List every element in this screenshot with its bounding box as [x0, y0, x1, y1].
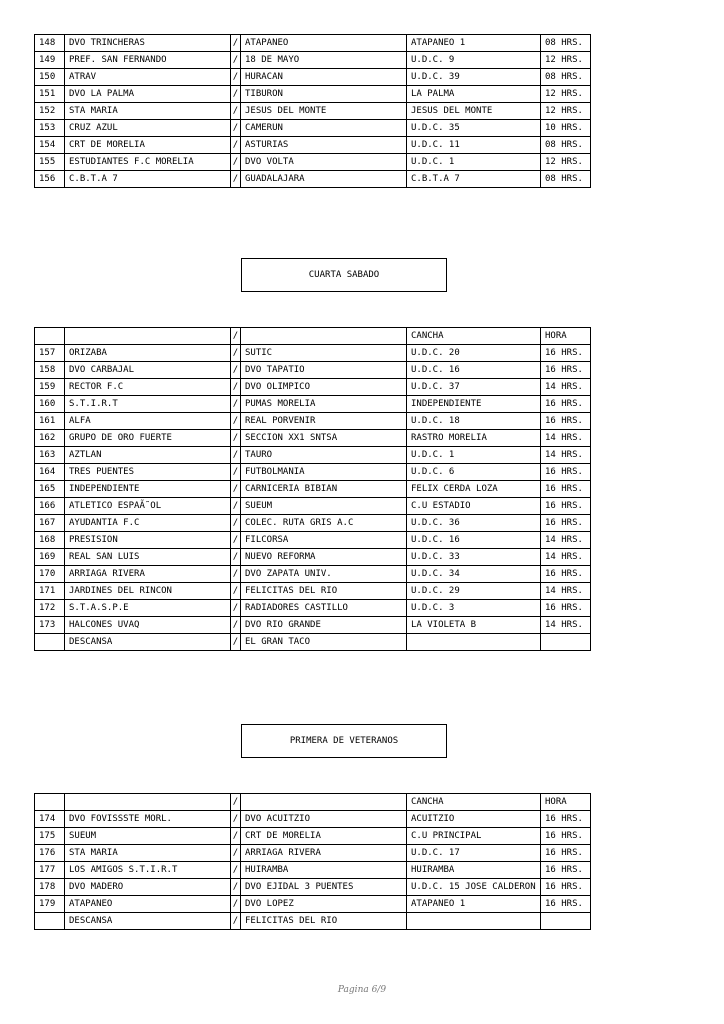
- table-row: [35, 413, 591, 430]
- field-cell: U.D.C. 11: [407, 137, 541, 154]
- match-number-cell: 167: [35, 515, 65, 532]
- table-row: [35, 464, 591, 481]
- table-row: [35, 515, 591, 532]
- match-number-cell: 148: [35, 35, 65, 52]
- field-cell: U.D.C. 18: [407, 413, 541, 430]
- schedule-table-primera-veteranos: [34, 793, 591, 930]
- away-team-cell: FELICITAS DEL RIO: [241, 583, 407, 600]
- away-team-cell: TIBURON: [241, 86, 407, 103]
- field-cell: C.U ESTADIO: [407, 498, 541, 515]
- home-team-cell: C.B.T.A 7: [65, 171, 231, 188]
- away-team-cell: RADIADORES CASTILLO: [241, 600, 407, 617]
- away-team-cell: DVO TAPATIO: [241, 362, 407, 379]
- hour-cell: 16 HRS.: [541, 879, 591, 896]
- match-number-cell: 171: [35, 583, 65, 600]
- hour-cell: 16 HRS.: [541, 845, 591, 862]
- vs-separator-cell: /: [231, 634, 241, 651]
- table-row: [35, 896, 591, 913]
- field-cell: U.D.C. 16: [407, 362, 541, 379]
- away-team-cell: DVO RIO GRANDE: [241, 617, 407, 634]
- away-team-cell: ATAPANEO: [241, 35, 407, 52]
- table-row: [35, 103, 591, 120]
- field-cell: U.D.C. 1: [407, 154, 541, 171]
- home-team-cell: [65, 328, 231, 345]
- match-number-cell: [35, 794, 65, 811]
- vs-separator-cell: /: [231, 498, 241, 515]
- away-team-cell: FILCORSA: [241, 532, 407, 549]
- home-team-cell: DESCANSA: [65, 913, 231, 930]
- home-team-cell: ATLETICO ESPAÃ˜OL: [65, 498, 231, 515]
- vs-separator-cell: /: [231, 879, 241, 896]
- hour-cell: 16 HRS.: [541, 396, 591, 413]
- field-cell: U.D.C. 15 JOSE CALDERON: [407, 879, 541, 896]
- vs-separator-cell: /: [231, 845, 241, 862]
- hour-cell: 08 HRS.: [541, 137, 591, 154]
- match-number-cell: 177: [35, 862, 65, 879]
- hour-cell: 14 HRS.: [541, 379, 591, 396]
- vs-separator-cell: /: [231, 549, 241, 566]
- field-cell: C.B.T.A 7: [407, 171, 541, 188]
- schedule-table-top: [34, 34, 591, 188]
- hour-cell: 16 HRS.: [541, 811, 591, 828]
- match-number-cell: 162: [35, 430, 65, 447]
- hour-cell: 16 HRS.: [541, 481, 591, 498]
- away-team-cell: ARRIAGA RIVERA: [241, 845, 407, 862]
- field-cell: LA PALMA: [407, 86, 541, 103]
- away-team-cell: PUMAS MORELIA: [241, 396, 407, 413]
- hour-cell: 16 HRS.: [541, 600, 591, 617]
- away-team-cell: [241, 328, 407, 345]
- field-cell: U.D.C. 35: [407, 120, 541, 137]
- match-number-cell: 155: [35, 154, 65, 171]
- home-team-cell: DVO FOVISSSTE MORL.: [65, 811, 231, 828]
- home-team-cell: DVO LA PALMA: [65, 86, 231, 103]
- away-team-cell: CRT DE MORELIA: [241, 828, 407, 845]
- table-row: [35, 828, 591, 845]
- away-team-cell: DVO ACUITZIO: [241, 811, 407, 828]
- field-cell: ACUITZIO: [407, 811, 541, 828]
- home-team-cell: DVO CARBAJAL: [65, 362, 231, 379]
- field-cell: RASTRO MORELIA: [407, 430, 541, 447]
- hour-cell: [541, 913, 591, 930]
- away-team-cell: EL GRAN TACO: [241, 634, 407, 651]
- match-number-cell: 161: [35, 413, 65, 430]
- match-number-cell: 165: [35, 481, 65, 498]
- home-team-cell: AYUDANTIA F.C: [65, 515, 231, 532]
- away-team-cell: REAL PORVENIR: [241, 413, 407, 430]
- table-row: [35, 52, 591, 69]
- home-team-cell: S.T.I.R.T: [65, 396, 231, 413]
- table-row: [35, 845, 591, 862]
- away-team-cell: HUIRAMBA: [241, 862, 407, 879]
- table-row: [35, 913, 591, 930]
- hour-cell: 14 HRS.: [541, 549, 591, 566]
- table-row: [35, 862, 591, 879]
- vs-separator-cell: /: [231, 396, 241, 413]
- vs-separator-cell: /: [231, 430, 241, 447]
- match-number-cell: 157: [35, 345, 65, 362]
- vs-separator-cell: /: [231, 137, 241, 154]
- table-row: [35, 879, 591, 896]
- away-team-cell: ASTURIAS: [241, 137, 407, 154]
- schedule-table-cuarta-sabado-body: [35, 328, 591, 651]
- away-team-cell: JESUS DEL MONTE: [241, 103, 407, 120]
- vs-separator-cell: /: [231, 447, 241, 464]
- match-number-cell: 156: [35, 171, 65, 188]
- away-team-cell: CAMERUN: [241, 120, 407, 137]
- home-team-cell: CRT DE MORELIA: [65, 137, 231, 154]
- field-cell: U.D.C. 17: [407, 845, 541, 862]
- table-row: [35, 566, 591, 583]
- table-row: [35, 583, 591, 600]
- hour-cell: 16 HRS.: [541, 345, 591, 362]
- table-row: [35, 345, 591, 362]
- away-team-cell: DVO VOLTA: [241, 154, 407, 171]
- home-team-cell: ESTUDIANTES F.C MORELIA: [65, 154, 231, 171]
- home-team-cell: GRUPO DE ORO FUERTE: [65, 430, 231, 447]
- home-team-cell: [65, 794, 231, 811]
- home-team-cell: AZTLAN: [65, 447, 231, 464]
- hour-cell: 08 HRS.: [541, 69, 591, 86]
- table-row: [35, 362, 591, 379]
- vs-separator-cell: /: [231, 464, 241, 481]
- vs-separator-cell: /: [231, 583, 241, 600]
- home-team-cell: STA MARIA: [65, 845, 231, 862]
- field-cell: ATAPANEO 1: [407, 896, 541, 913]
- field-cell: [407, 913, 541, 930]
- field-cell: FELIX CERDA LOZA: [407, 481, 541, 498]
- match-number-cell: 151: [35, 86, 65, 103]
- field-cell: U.D.C. 33: [407, 549, 541, 566]
- hour-cell: 16 HRS.: [541, 862, 591, 879]
- vs-separator-cell: /: [231, 515, 241, 532]
- table-row: [35, 532, 591, 549]
- home-team-cell: RECTOR F.C: [65, 379, 231, 396]
- field-cell: U.D.C. 37: [407, 379, 541, 396]
- table-row: [35, 549, 591, 566]
- away-team-cell: SUTIC: [241, 345, 407, 362]
- vs-separator-cell: /: [231, 345, 241, 362]
- match-number-cell: 176: [35, 845, 65, 862]
- vs-separator-cell: /: [231, 362, 241, 379]
- schedule-table-top-body: [35, 35, 591, 188]
- field-cell: U.D.C. 1: [407, 447, 541, 464]
- vs-separator-cell: /: [231, 600, 241, 617]
- match-number-cell: [35, 634, 65, 651]
- home-team-cell: HALCONES UVAQ: [65, 617, 231, 634]
- match-number-cell: 163: [35, 447, 65, 464]
- vs-separator-cell: /: [231, 35, 241, 52]
- vs-separator-cell: /: [231, 103, 241, 120]
- field-cell: JESUS DEL MONTE: [407, 103, 541, 120]
- away-team-cell: FELICITAS DEL RIO: [241, 913, 407, 930]
- match-number-cell: [35, 328, 65, 345]
- hour-cell: 14 HRS.: [541, 617, 591, 634]
- field-cell: U.D.C. 9: [407, 52, 541, 69]
- field-cell: U.D.C. 36: [407, 515, 541, 532]
- away-team-cell: DVO EJIDAL 3 PUENTES: [241, 879, 407, 896]
- away-team-cell: HURACAN: [241, 69, 407, 86]
- hour-cell: 12 HRS.: [541, 86, 591, 103]
- vs-separator-cell: /: [231, 532, 241, 549]
- table-row: [35, 811, 591, 828]
- away-team-cell: SUEUM: [241, 498, 407, 515]
- away-team-cell: DVO OLIMPICO: [241, 379, 407, 396]
- match-number-cell: 164: [35, 464, 65, 481]
- table-header-row: [35, 794, 591, 811]
- home-team-cell: LOS AMIGOS S.T.I.R.T: [65, 862, 231, 879]
- field-cell: U.D.C. 20: [407, 345, 541, 362]
- home-team-cell: S.T.A.S.P.E: [65, 600, 231, 617]
- vs-separator-cell: /: [231, 811, 241, 828]
- table-row: [35, 86, 591, 103]
- away-team-cell: COLEC. RUTA GRIS A.C: [241, 515, 407, 532]
- away-team-cell: SECCION XX1 SNTSA: [241, 430, 407, 447]
- field-cell: U.D.C. 16: [407, 532, 541, 549]
- home-team-cell: ORIZABA: [65, 345, 231, 362]
- vs-separator-cell: /: [231, 481, 241, 498]
- vs-separator-cell: /: [231, 566, 241, 583]
- match-number-cell: 174: [35, 811, 65, 828]
- vs-separator-cell: /: [231, 86, 241, 103]
- hour-cell: 16 HRS.: [541, 464, 591, 481]
- away-team-cell: NUEVO REFORMA: [241, 549, 407, 566]
- home-team-cell: PRESISION: [65, 532, 231, 549]
- table-row: [35, 120, 591, 137]
- hour-cell: 14 HRS.: [541, 532, 591, 549]
- table-header-row: [35, 328, 591, 345]
- away-team-cell: DVO ZAPATA UNIV.: [241, 566, 407, 583]
- hour-cell: 08 HRS.: [541, 35, 591, 52]
- table-row: [35, 634, 591, 651]
- schedule-table-primera-veteranos-body: [35, 794, 591, 930]
- hour-cell: HORA: [541, 794, 591, 811]
- hour-cell: HORA: [541, 328, 591, 345]
- away-team-cell: 18 DE MAYO: [241, 52, 407, 69]
- home-team-cell: ALFA: [65, 413, 231, 430]
- match-number-cell: 160: [35, 396, 65, 413]
- match-number-cell: 170: [35, 566, 65, 583]
- vs-separator-cell: /: [231, 913, 241, 930]
- home-team-cell: TRES PUENTES: [65, 464, 231, 481]
- match-number-cell: 158: [35, 362, 65, 379]
- table-row: [35, 35, 591, 52]
- vs-separator-cell: /: [231, 328, 241, 345]
- field-cell: HUIRAMBA: [407, 862, 541, 879]
- vs-separator-cell: /: [231, 171, 241, 188]
- page-number: Pagina 6/9: [337, 985, 387, 995]
- hour-cell: 14 HRS.: [541, 583, 591, 600]
- hour-cell: 16 HRS.: [541, 498, 591, 515]
- table-row: [35, 600, 591, 617]
- vs-separator-cell: /: [231, 154, 241, 171]
- hour-cell: 16 HRS.: [541, 828, 591, 845]
- match-number-cell: 178: [35, 879, 65, 896]
- vs-separator-cell: /: [231, 896, 241, 913]
- hour-cell: 10 HRS.: [541, 120, 591, 137]
- home-team-cell: INDEPENDIENTE: [65, 481, 231, 498]
- field-cell: U.D.C. 3: [407, 600, 541, 617]
- match-number-cell: 168: [35, 532, 65, 549]
- match-number-cell: 172: [35, 600, 65, 617]
- section-title-cuarta-sabado: CUARTA SABADO: [241, 258, 447, 292]
- hour-cell: 14 HRS.: [541, 430, 591, 447]
- match-number-cell: 175: [35, 828, 65, 845]
- away-team-cell: CARNICERIA BIBIAN: [241, 481, 407, 498]
- vs-separator-cell: /: [231, 69, 241, 86]
- hour-cell: 16 HRS.: [541, 362, 591, 379]
- schedule-table-cuarta-sabado: [34, 327, 591, 651]
- away-team-cell: TAURO: [241, 447, 407, 464]
- field-cell: U.D.C. 6: [407, 464, 541, 481]
- away-team-cell: [241, 794, 407, 811]
- home-team-cell: ATRAV: [65, 69, 231, 86]
- vs-separator-cell: /: [231, 52, 241, 69]
- home-team-cell: SUEUM: [65, 828, 231, 845]
- vs-separator-cell: /: [231, 413, 241, 430]
- table-row: [35, 69, 591, 86]
- home-team-cell: CRUZ AZUL: [65, 120, 231, 137]
- hour-cell: [541, 634, 591, 651]
- home-team-cell: REAL SAN LUIS: [65, 549, 231, 566]
- match-number-cell: 173: [35, 617, 65, 634]
- field-cell: ATAPANEO 1: [407, 35, 541, 52]
- home-team-cell: ATAPANEO: [65, 896, 231, 913]
- match-number-cell: [35, 913, 65, 930]
- table-row: [35, 447, 591, 464]
- table-row: [35, 154, 591, 171]
- match-number-cell: 166: [35, 498, 65, 515]
- hour-cell: 12 HRS.: [541, 52, 591, 69]
- hour-cell: 16 HRS.: [541, 896, 591, 913]
- field-cell: CANCHA: [407, 794, 541, 811]
- match-number-cell: 154: [35, 137, 65, 154]
- hour-cell: 12 HRS.: [541, 154, 591, 171]
- away-team-cell: FUTBOLMANIA: [241, 464, 407, 481]
- vs-separator-cell: /: [231, 794, 241, 811]
- match-number-cell: 153: [35, 120, 65, 137]
- field-cell: C.U PRINCIPAL: [407, 828, 541, 845]
- vs-separator-cell: /: [231, 862, 241, 879]
- home-team-cell: DVO TRINCHERAS: [65, 35, 231, 52]
- home-team-cell: DVO MADERO: [65, 879, 231, 896]
- match-number-cell: 149: [35, 52, 65, 69]
- section-title-primera-de-veteranos: PRIMERA DE VETERANOS: [241, 724, 447, 758]
- away-team-cell: GUADALAJARA: [241, 171, 407, 188]
- field-cell: [407, 634, 541, 651]
- away-team-cell: DVO LOPEZ: [241, 896, 407, 913]
- hour-cell: 08 HRS.: [541, 171, 591, 188]
- match-number-cell: 159: [35, 379, 65, 396]
- field-cell: U.D.C. 39: [407, 69, 541, 86]
- table-row: [35, 430, 591, 447]
- hour-cell: 16 HRS.: [541, 515, 591, 532]
- home-team-cell: JARDINES DEL RINCON: [65, 583, 231, 600]
- table-row: [35, 617, 591, 634]
- home-team-cell: DESCANSA: [65, 634, 231, 651]
- home-team-cell: ARRIAGA RIVERA: [65, 566, 231, 583]
- match-number-cell: 179: [35, 896, 65, 913]
- home-team-cell: STA MARIA: [65, 103, 231, 120]
- table-row: [35, 498, 591, 515]
- vs-separator-cell: /: [231, 617, 241, 634]
- field-cell: CANCHA: [407, 328, 541, 345]
- table-row: [35, 379, 591, 396]
- table-row: [35, 481, 591, 498]
- home-team-cell: PREF. SAN FERNANDO: [65, 52, 231, 69]
- table-row: [35, 171, 591, 188]
- match-number-cell: 150: [35, 69, 65, 86]
- field-cell: LA VIOLETA B: [407, 617, 541, 634]
- hour-cell: 16 HRS.: [541, 566, 591, 583]
- match-number-cell: 152: [35, 103, 65, 120]
- field-cell: U.D.C. 29: [407, 583, 541, 600]
- vs-separator-cell: /: [231, 828, 241, 845]
- vs-separator-cell: /: [231, 379, 241, 396]
- table-row: [35, 137, 591, 154]
- table-row: [35, 396, 591, 413]
- hour-cell: 14 HRS.: [541, 447, 591, 464]
- hour-cell: 16 HRS.: [541, 413, 591, 430]
- field-cell: INDEPENDIENTE: [407, 396, 541, 413]
- vs-separator-cell: /: [231, 120, 241, 137]
- field-cell: U.D.C. 34: [407, 566, 541, 583]
- hour-cell: 12 HRS.: [541, 103, 591, 120]
- match-number-cell: 169: [35, 549, 65, 566]
